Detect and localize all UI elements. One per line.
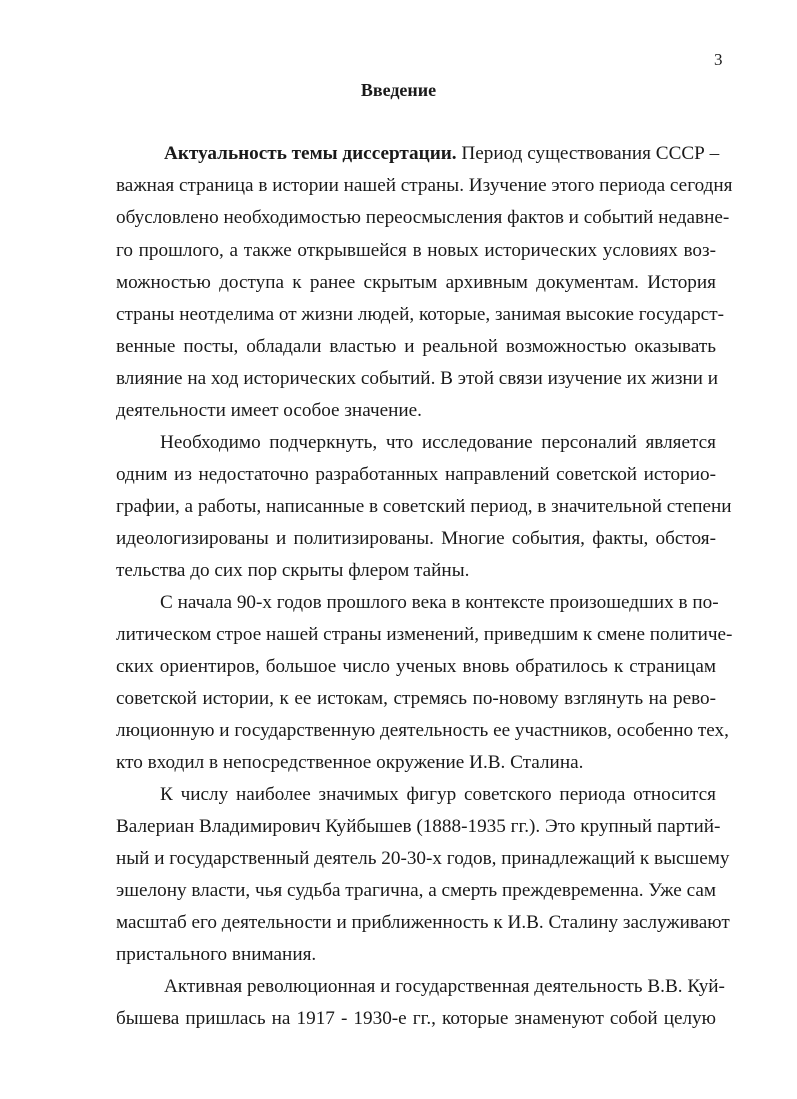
text-line: Валериан Владимирович Куйбышев (1888-1935 гг.). Это крупный партий- [116,816,721,837]
text-line: эшелону власти, чья судьба трагична, а смерть преждевременна. Уже сам [116,880,716,901]
text-line: ских ориентиров, большое число ученых вновь обратилось к страницам [116,656,716,677]
text-line: графии, а работы, написанные в советский период, в значительной степени [116,496,732,517]
text-line: бышева пришлась на 1917 - 1930-е гг., которые знаменуют собой целую [116,1008,716,1029]
text-line: важная страница в истории нашей страны. Изучение этого периода сегодня [116,175,733,196]
text-line: тельства до сих пор скрыты флером тайны. [116,560,470,581]
text-line: венные посты, обладали властью и реальной возможностью оказывать [116,336,716,357]
page-title: Введение [360,80,437,100]
text-line: С начала 90-х годов прошлого века в контексте произошедших в по- [160,592,719,613]
text-line: обусловлено необходимостью переосмысления фактов и событий недавне- [116,207,730,228]
thesis-relevance-heading: Актуальность темы диссертации. [164,143,457,164]
text-line: можностью доступа к ранее скрытым архивным документам. История [116,272,716,293]
text-line [164,143,720,165]
text-line: люционную и государственную деятельность ее участников, особенно тех, [116,720,729,741]
text-line: пристального внимания. [116,944,317,965]
text-line: ный и государственный деятель 20-30-х годов, принадлежащий к высшему [116,848,730,869]
text-line: советской истории, к ее истокам, стремясь по-новому взглянуть на рево- [116,688,716,709]
page-number: 3 [714,50,723,69]
text-line: влияние на ход исторических событий. В этой связи изучение их жизни и [116,368,718,389]
text-line: го прошлого, а также открывшейся в новых исторических условиях воз- [116,240,716,261]
text-line: Активная революционная и государственная деятельность В.В. Куй- [164,976,725,997]
text-line: идеологизированы и политизированы. Многие события, факты, обстоя- [116,528,716,549]
text-line: одним из недостаточно разработанных направлений советской историо- [116,464,716,485]
text-line: Необходимо подчеркнуть, что исследование персоналий является [160,432,716,453]
text-line: К числу наиболее значимых фигур советского периода относится [160,784,716,805]
text-line: деятельности имеет особое значение. [116,400,422,421]
text-line: масштаб его деятельности и приближенность к И.В. Сталину заслуживают [116,912,730,933]
text-line: кто входил в непосредственное окружение И.В. Сталина. [116,752,584,773]
text-line-content: Период существования СССР – [456,143,720,164]
text-line: литическом строе нашей страны изменений, приведшим к смене политиче- [116,624,733,645]
text-line: страны неотделима от жизни людей, которые, занимая высокие государст- [116,304,724,325]
